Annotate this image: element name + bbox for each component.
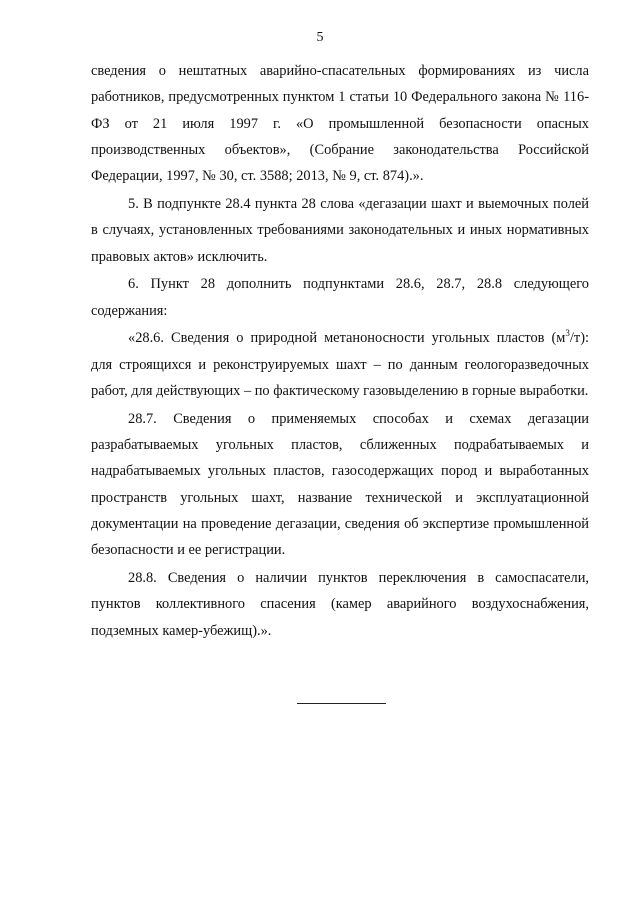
paragraph-item-6: 6. Пункт 28 дополнить подпунктами 28.6, 28.7, 28.8 следующего содержания: (91, 276, 589, 319)
paragraph-item-5: 5. В подпункте 28.4 пункта 28 слова «дегазации шахт и выемочных полей в случаях, установленных требованиями законодательных и иных нормативных правовых актов» исключить. (91, 195, 589, 265)
paragraph-item-28-6-text-after: /т): для строящихся и реконструируемых шахт – по данным геологоразведочных работ, для действующих – по фактическому газовыделению в горные выработки. (91, 330, 589, 400)
document-body (91, 58, 589, 644)
paragraph-item-28-6-text-before: «28.6. Сведения о природной метаноносности угольных пластов (м (128, 330, 566, 347)
paragraph-item-28-7: 28.7. Сведения о применяемых способах и схемах дегазации разрабатываемых угольных пластов, сближенных подрабатываемых и надрабатываемых угольных пластов, газосодержащих пород и выработанных пространств угольных шахт, название технической и эксплуатационной документации на проведение дегазации, сведения об экспертизе промышленной безопасности и ее регистрации. (91, 410, 589, 559)
paragraph-item-28-6 (91, 325, 589, 404)
superscript-cubic: 3 (565, 328, 570, 339)
page-number: 5 (316, 30, 324, 45)
paragraph-item-28-8: 28.8. Сведения о наличии пунктов переключения в самоспасатели, пунктов коллективного спасения (камер аварийного воздухоснабжения, подземных камер-убежищ).». (91, 570, 589, 639)
paragraph-continuation: сведения о нештатных аварийно-спасательных формированиях из числа работников, предусмотренных пунктом 1 статьи 10 Федерального закона № 116-ФЗ от 21 июля 1997 г. «О промышленной безопасности опасных производственных объектов», (Собрание законодательства Российской Федерации, 1997, № 30, ст. 3588; 2013, № 9, ст. 874).». (91, 63, 589, 185)
closing-separator-line (297, 703, 386, 704)
